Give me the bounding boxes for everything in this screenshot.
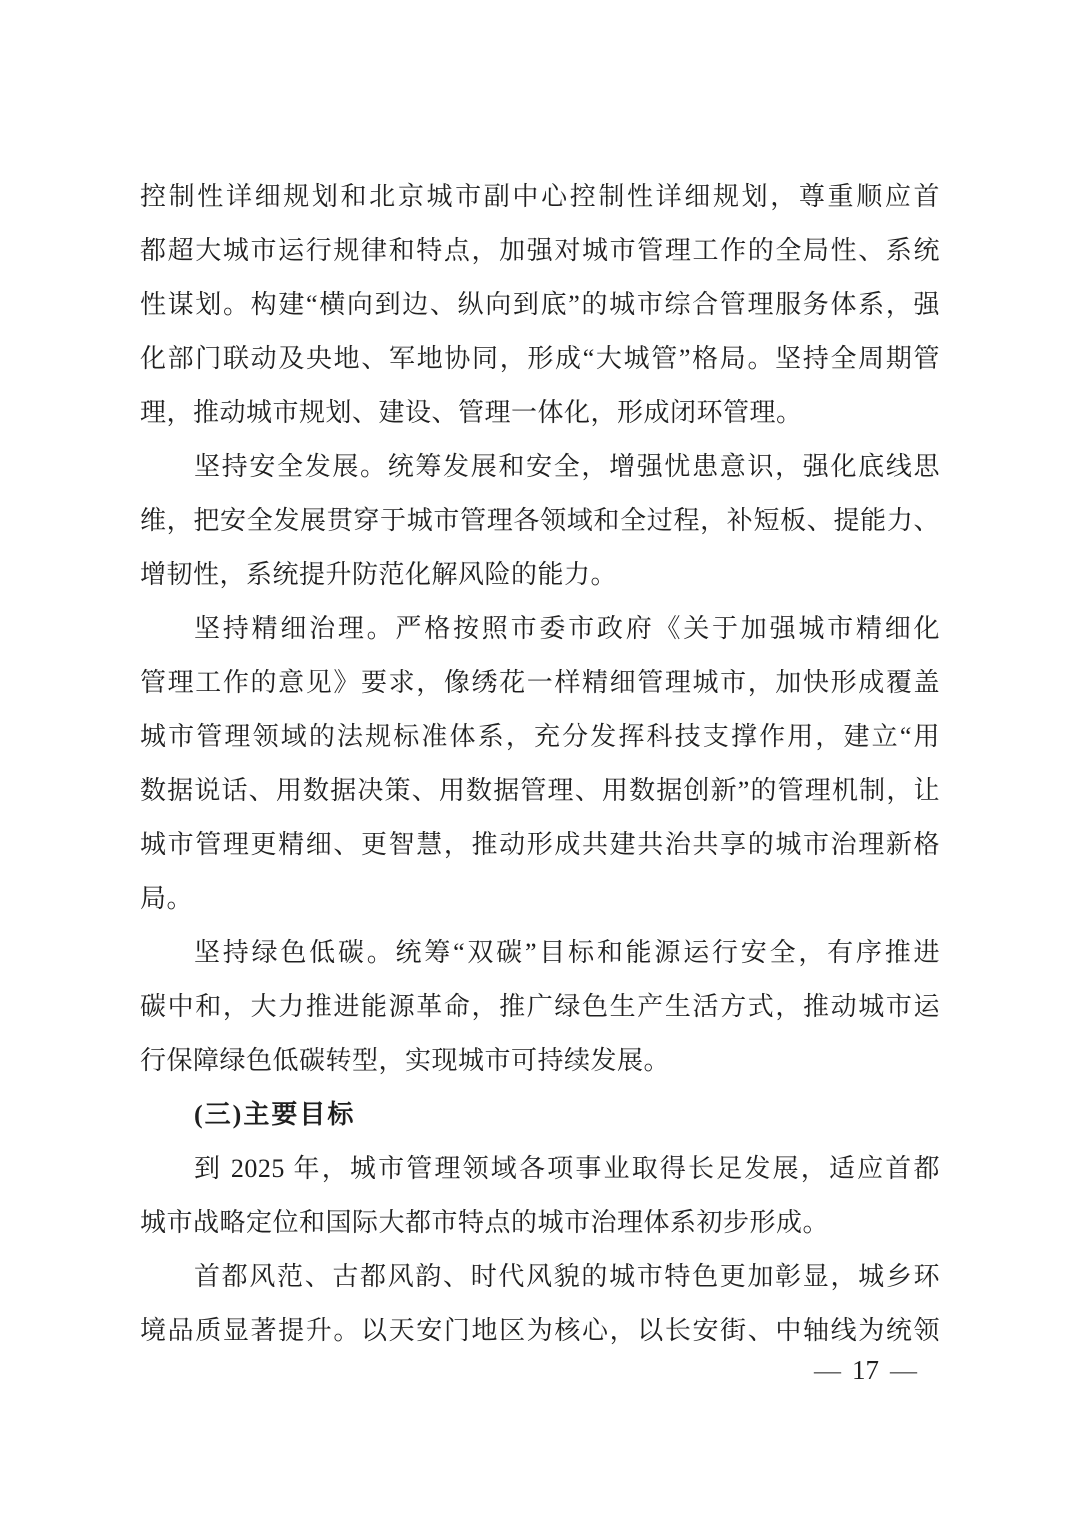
text-line: 坚持绿色低碳。统筹“双碳”目标和能源运行安全，有序推进: [194, 938, 940, 967]
text-line: 控制性详细规划和北京城市副中心控制性详细规划，尊重顺应首: [140, 182, 940, 211]
paragraph: [140, 926, 940, 1088]
text-line: 管理工作的意见》要求，像绣花一样精细管理城市，加快形成覆盖: [140, 668, 940, 697]
page-footer: [803, 1350, 928, 1390]
text-line: 碳中和，大力推进能源革命，推广绿色生产生活方式，推动城市运: [140, 992, 940, 1021]
paragraph: [140, 602, 940, 926]
text-line: 性谋划。构建“横向到边、纵向到底”的城市综合管理服务体系，强: [140, 290, 940, 319]
text-line: 数据说话、用数据决策、用数据管理、用数据创新”的管理机制，让: [140, 776, 940, 805]
text-line: 城市管理更精细、更智慧，推动形成共建共治共享的城市治理新格: [140, 830, 940, 859]
text-line: 城市管理领域的法规标准体系，充分发挥科技支撑作用，建立“用: [140, 722, 940, 751]
text-line: 理，推动城市规划、建设、管理一体化，形成闭环管理。: [140, 398, 803, 427]
section-heading: (三)主要目标: [194, 1100, 356, 1129]
paragraph: [140, 440, 940, 602]
text-line: 局。: [140, 884, 194, 913]
text-line: 城市战略定位和国际大都市特点的城市治理体系初步形成。: [140, 1208, 830, 1237]
text-line: 到 2025 年，城市管理领域各项事业取得长足发展，适应首都: [194, 1154, 940, 1183]
text-line: 境品质显著提升。以天安门地区为核心，以长安街、中轴线为统领: [140, 1316, 940, 1345]
text-line: 行保障绿色低碳转型，实现城市可持续发展。: [140, 1046, 671, 1075]
page-number: 17: [852, 1355, 879, 1385]
footer-dash-right: —: [890, 1355, 917, 1385]
text-line: 首都风范、古都风韵、时代风貌的城市特色更加彰显，城乡环: [194, 1262, 940, 1291]
text-line: 化部门联动及央地、军地协同，形成“大城管”格局。坚持全周期管: [140, 344, 940, 373]
text-line: 坚持安全发展。统筹发展和安全，增强忧患意识，强化底线思: [194, 452, 940, 481]
text-line: 增韧性，系统提升防范化解风险的能力。: [140, 560, 618, 589]
text-line: 维，把安全发展贯穿于城市管理各领域和全过程，补短板、提能力、: [140, 506, 940, 535]
paragraph: [140, 170, 940, 440]
text-line: 都超大城市运行规律和特点，加强对城市管理工作的全局性、系统: [140, 236, 940, 265]
paragraph: [140, 1142, 940, 1250]
footer-dash-left: —: [814, 1355, 841, 1385]
paragraph: [140, 1250, 940, 1358]
document-content: [140, 170, 940, 1358]
text-line: 坚持精细治理。严格按照市委市政府《关于加强城市精细化: [194, 614, 940, 643]
